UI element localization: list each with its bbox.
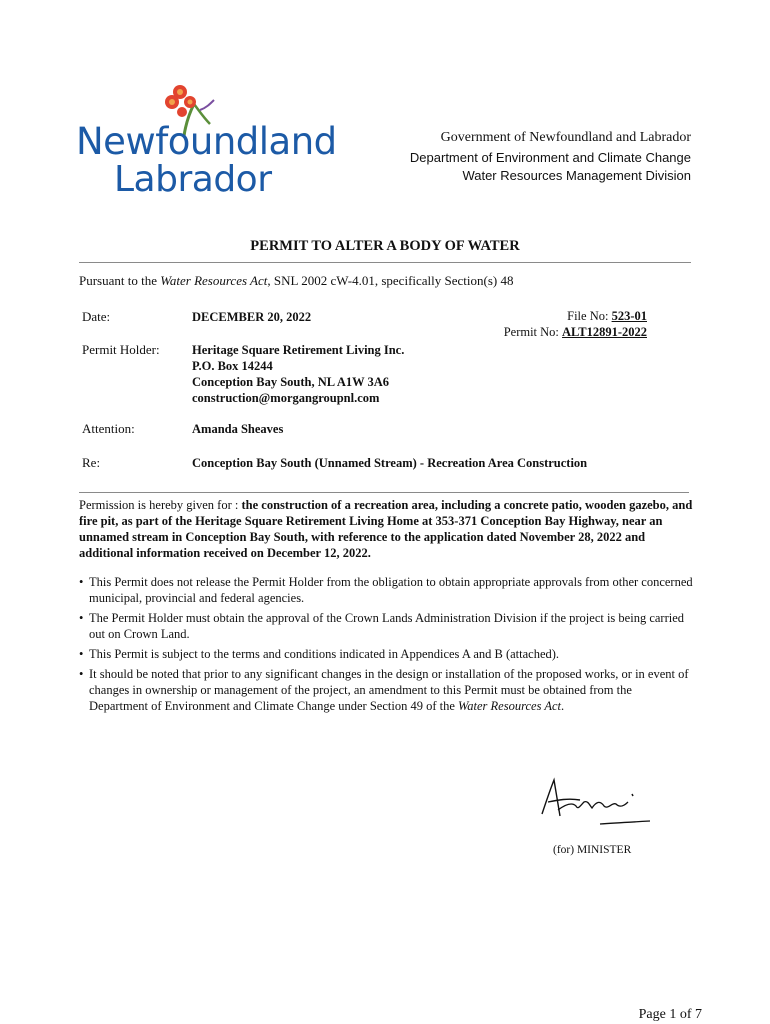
- permit-holder-label: Permit Holder:: [82, 342, 160, 357]
- file-no-value: 523-01: [611, 309, 647, 323]
- permit-no-label: Permit No:: [503, 325, 563, 339]
- holder-po-box: P.O. Box 14244: [192, 359, 273, 373]
- conditions-list: [79, 574, 693, 718]
- permission-prefix: Permission is hereby given for :: [79, 498, 242, 512]
- file-no: [567, 309, 647, 324]
- minister-signature: [532, 772, 657, 832]
- date-value: DECEMBER 20, 2022: [192, 310, 312, 324]
- permission-paragraph: [79, 497, 693, 561]
- permission-body: the construction of a recreation area, including a concrete patio, wooden gazebo, and fire pit, as part of the Heritage Square Retirement Living Home at 353-371 Conception Bay Highway, near an unnamed stream in Conception Bay South, with reference to the application dated November 28, 2022 and additional information received on December 12, 2022.: [79, 498, 693, 560]
- fields-divider: [79, 492, 689, 493]
- title-divider: [79, 262, 691, 263]
- pursuant-prefix: Pursuant to the: [79, 273, 161, 288]
- government-logo: [76, 78, 337, 200]
- header-government: Government of Newfoundland and Labrador: [440, 130, 691, 145]
- condition-item: • This Permit does not release the Permit Holder from the obligation to obtain appropriate approvals from other concerned municipal, provincial and federal agencies.: [79, 574, 693, 606]
- condition-item: • The Permit Holder must obtain the approval of the Crown Lands Administration Division if the project is being carried out on Crown Land.: [79, 610, 693, 642]
- file-no-label: File No:: [567, 309, 612, 323]
- logo-wordmark-newfoundland: Newfoundland: [76, 120, 337, 163]
- condition-item: • It should be noted that prior to any significant changes in the design or installation of the proposed works, or in event of changes in ownership or management of the project, an amendment to this Permit must be obtained from the Department of Environment and Climate Change under Section 49 of the Water Resources Act.: [79, 666, 693, 714]
- attention-value: Amanda Sheaves: [192, 422, 284, 436]
- act-name: Water Resources Act: [160, 273, 268, 288]
- header-division: Water Resources Management Division: [462, 168, 691, 183]
- condition-item: • This Permit is subject to the terms and conditions indicated in Appendices A and B (attached).: [79, 646, 693, 662]
- holder-name: Heritage Square Retirement Living Inc.: [192, 343, 405, 357]
- pursuant-suffix: , SNL 2002 cW-4.01, specifically Section(s) 48: [267, 273, 514, 288]
- logo-wordmark-labrador: Labrador: [114, 159, 272, 200]
- permit-no-value: ALT12891-2022: [562, 325, 647, 339]
- page-title: PERMIT TO ALTER A BODY OF WATER: [250, 238, 520, 254]
- attention-label: Attention:: [82, 421, 135, 436]
- permit-no: [504, 325, 647, 340]
- holder-email: construction@morgangroupnl.com: [192, 391, 380, 405]
- permit-holder-address: [192, 342, 404, 406]
- pursuant-line: [79, 273, 513, 289]
- act-name: Water Resources Act: [458, 699, 562, 713]
- condition-amendment-text: It should be noted that prior to any significant changes in the design or installation of the proposed works, or in event of changes in ownership or management of the project, an amendment to this Permit must be obtained from the Department of Environment and Climate Change under Section 49 of the: [89, 667, 689, 713]
- date-label: Date:: [82, 309, 111, 324]
- signature-caption: (for) MINISTER: [553, 844, 632, 856]
- re-label: Re:: [82, 455, 101, 470]
- holder-city: Conception Bay South, NL A1W 3A6: [192, 375, 390, 389]
- page-number: Page 1 of 7: [638, 1007, 702, 1022]
- header-department: Department of Environment and Climate Change: [409, 150, 691, 165]
- re-value: Conception Bay South (Unnamed Stream) - Recreation Area Construction: [192, 456, 588, 470]
